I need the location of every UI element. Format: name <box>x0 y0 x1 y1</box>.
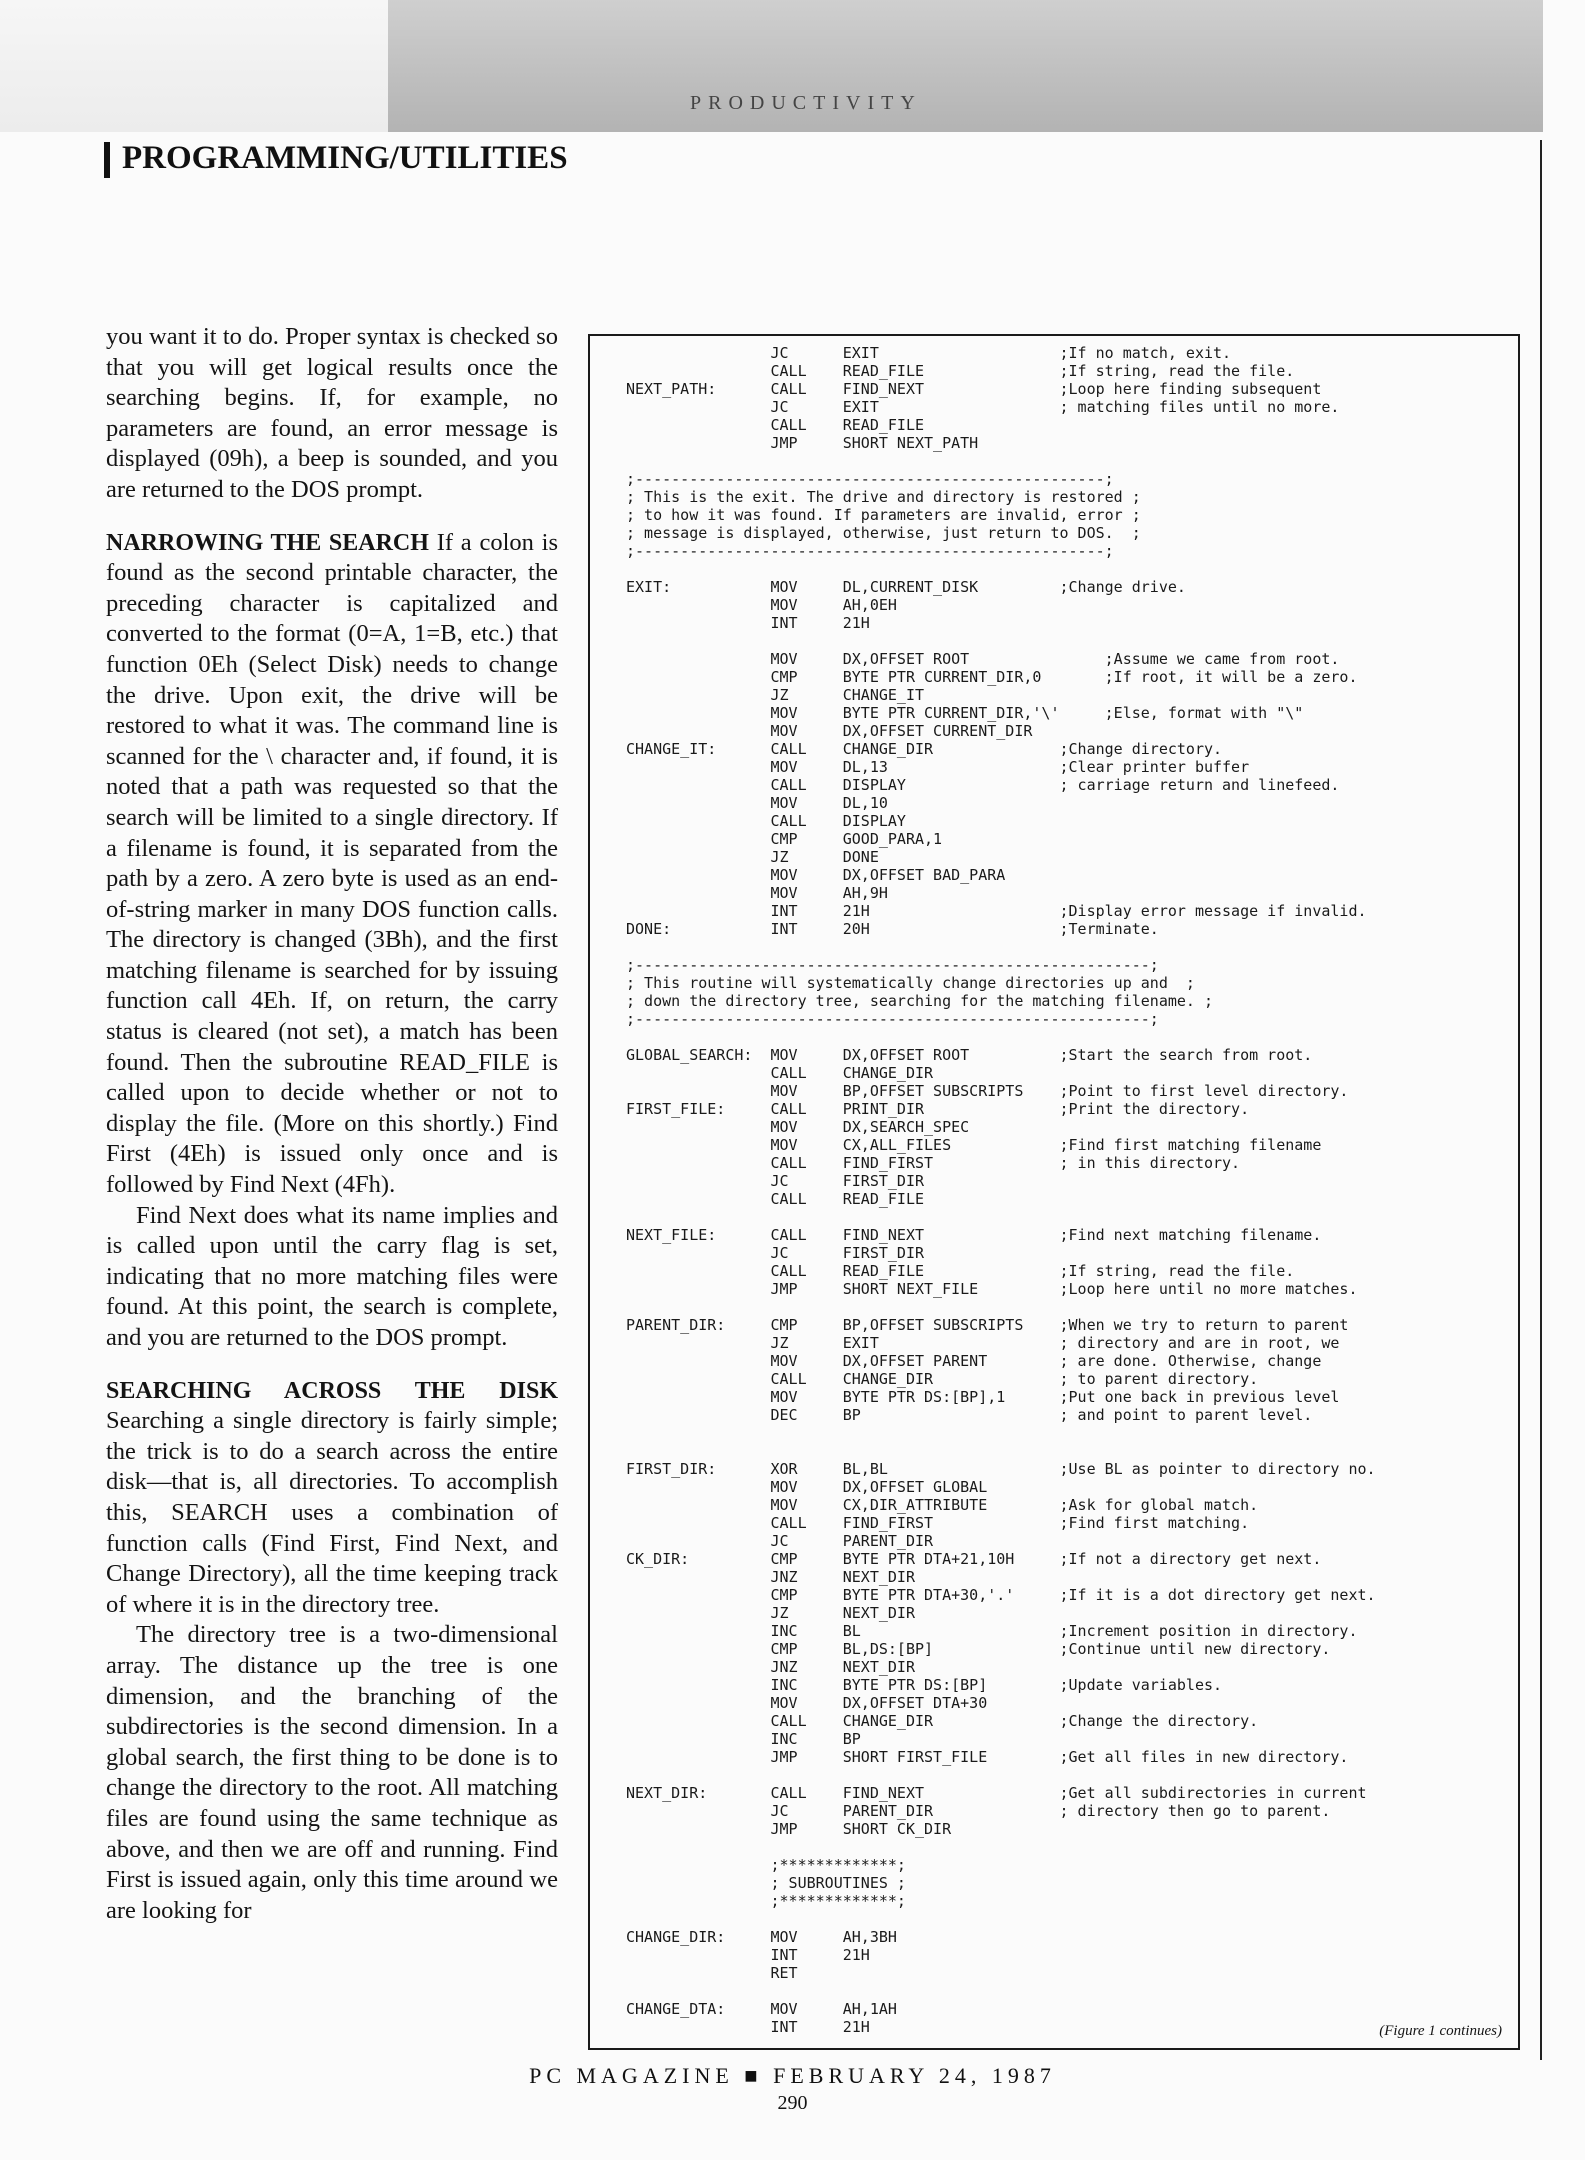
code-line: CHANGE_DIR: MOV AH,3BH <box>626 1928 897 1946</box>
code-line: ;---------------------------------------------------------; <box>626 1010 1159 1028</box>
code-line: CHANGE_DTA: MOV AH,1AH <box>626 2000 897 2018</box>
code-line: ; SUBROUTINES ; <box>626 1874 906 1892</box>
code-line: NEXT_PATH: CALL FIND_NEXT ;Loop here finding subsequent <box>626 380 1322 398</box>
code-line: PARENT_DIR: CMP BP,OFFSET SUBSCRIPTS ;When we try to return to parent <box>626 1316 1349 1334</box>
code-line: MOV BYTE PTR CURRENT_DIR,'\' ;Else, format with "\" <box>626 704 1304 722</box>
header-left-area <box>0 0 388 132</box>
code-line: JNZ NEXT_DIR <box>626 1658 915 1676</box>
section-label: PRODUCTIVITY <box>690 92 922 114</box>
code-line <box>626 560 1508 578</box>
code-line: JZ EXIT ; directory and are in root, we <box>626 1334 1340 1352</box>
code-line: INC BP <box>626 1730 861 1748</box>
code-line: INT 21H ;Display error message if invalid. <box>626 902 1367 920</box>
figure-caption: (Figure 1 continues) <box>1379 2023 1502 2039</box>
code-line: MOV DL,10 <box>626 794 888 812</box>
code-line: ;*************; <box>626 1856 906 1874</box>
code-line: ;---------------------------------------------------------; <box>626 956 1159 974</box>
code-line: JZ DONE <box>626 848 879 866</box>
code-line: CALL READ_FILE ;If string, read the file. <box>626 362 1295 380</box>
code-line: CMP GOOD_PARA,1 <box>626 830 943 848</box>
department-bullet-icon <box>104 142 110 178</box>
code-line: NEXT_DIR: CALL FIND_NEXT ;Get all subdirectories in current <box>626 1784 1367 1802</box>
code-line: JMP SHORT FIRST_FILE ;Get all files in new directory. <box>626 1748 1349 1766</box>
subhead: SEARCHING ACROSS THE DISK <box>106 1377 558 1404</box>
subhead: NARROWING THE SEARCH <box>106 529 429 556</box>
code-line <box>626 1982 1508 2000</box>
code-line: MOV BP,OFFSET SUBSCRIPTS ;Point to first level directory. <box>626 1082 1349 1100</box>
body-paragraph <box>106 1376 558 1621</box>
article-text <box>106 322 558 1926</box>
code-line: MOV CX,DIR_ATTRIBUTE ;Ask for global match. <box>626 1496 1259 1514</box>
code-line: CALL DISPLAY <box>626 812 906 830</box>
body-paragraph: The directory tree is a two-dimensional array. The distance up the tree is one dimension, and the branching of the subdirectories is the second dimension. In a global search, the first thing to be done is to change the directory to the root. All matching files are found using the same technique as above, and then we are off and running. Find First is issued again, only this time around we are looking for <box>106 1621 558 1924</box>
code-line: MOV DX,OFFSET ROOT ;Assume we came from root. <box>626 650 1340 668</box>
column-rule <box>1540 140 1542 2060</box>
code-line: ; This is the exit. The drive and directory is restored ; <box>626 488 1141 506</box>
code-listing <box>590 336 1518 2036</box>
code-line: CALL FIND_FIRST ;Find first matching. <box>626 1514 1250 1532</box>
code-line: MOV DX,OFFSET DTA+30 <box>626 1694 988 1712</box>
code-line: JZ CHANGE_IT <box>626 686 925 704</box>
code-line: ;*************; <box>626 1892 906 1910</box>
code-line: MOV AH,9H <box>626 884 888 902</box>
code-line: INT 21H <box>626 2018 870 2036</box>
code-listing-box <box>588 334 1520 2050</box>
code-line: INC BYTE PTR DS:[BP] ;Update variables. <box>626 1676 1223 1694</box>
code-line: RET <box>626 1964 798 1982</box>
code-line: CALL CHANGE_DIR ; to parent directory. <box>626 1370 1259 1388</box>
code-line: CALL READ_FILE <box>626 1190 925 1208</box>
code-line: CALL DISPLAY ; carriage return and linefeed. <box>626 776 1340 794</box>
code-line: JC FIRST_DIR <box>626 1172 925 1190</box>
code-line: MOV DX,SEARCH_SPEC <box>626 1118 970 1136</box>
code-line: NEXT_FILE: CALL FIND_NEXT ;Find next matching filename. <box>626 1226 1322 1244</box>
code-line: CALL READ_FILE ;If string, read the file. <box>626 1262 1295 1280</box>
code-line <box>626 1028 1508 1046</box>
body-paragraph <box>106 528 558 1201</box>
code-line <box>626 632 1508 650</box>
code-line <box>626 1910 1508 1928</box>
code-line: CALL CHANGE_DIR ;Change the directory. <box>626 1712 1259 1730</box>
code-line: FIRST_FILE: CALL PRINT_DIR ;Print the directory. <box>626 1100 1250 1118</box>
code-line <box>626 1424 1508 1442</box>
code-line: CALL READ_FILE <box>626 416 925 434</box>
code-line: EXIT: MOV DL,CURRENT_DISK ;Change drive. <box>626 578 1186 596</box>
code-line: ; message is displayed, otherwise, just return to DOS. ; <box>626 524 1141 542</box>
code-line <box>626 1838 1508 1856</box>
code-line: MOV DX,OFFSET BAD_PARA <box>626 866 1006 884</box>
code-line: JZ NEXT_DIR <box>626 1604 915 1622</box>
code-line: INT 21H <box>626 614 870 632</box>
code-line: JC EXIT ; matching files until no more. <box>626 398 1340 416</box>
code-line: ;----------------------------------------------------; <box>626 542 1114 560</box>
code-line: CALL FIND_FIRST ; in this directory. <box>626 1154 1241 1172</box>
code-line: DONE: INT 20H ;Terminate. <box>626 920 1159 938</box>
code-line: MOV DL,13 ;Clear printer buffer <box>626 758 1250 776</box>
page-number: 290 <box>777 2092 808 2114</box>
body-paragraph: Find Next does what its name implies and is called upon until the carry flag is set, indicating that no more matching files were found. At this point, the search is complete, and you are returned to the DOS prompt. <box>106 1201 558 1351</box>
code-line: JC EXIT ;If no match, exit. <box>626 344 1232 362</box>
code-line: ; This routine will systematically change directories up and ; <box>626 974 1195 992</box>
code-line: ; down the directory tree, searching for the matching filename. ; <box>626 992 1213 1010</box>
code-line: FIRST_DIR: XOR BL,BL ;Use BL as pointer to directory no. <box>626 1460 1376 1478</box>
code-line: CMP BL,DS:[BP] ;Continue until new directory. <box>626 1640 1331 1658</box>
code-line: DEC BP ; and point to parent level. <box>626 1406 1313 1424</box>
paragraph-text: Searching a single directory is fairly simple; the trick is to do a search across the entire disk—that is, all directories. To accomplish this, SEARCH uses a combination of function calls (Find First, Find Next, and Change Directory), all the time keeping track of where it is in the directory tree. <box>106 1407 558 1618</box>
code-line: INC BL ;Increment position in directory. <box>626 1622 1358 1640</box>
page-footer: PC MAGAZINE ■ FEBRUARY 24, 1987 <box>529 2063 1056 2088</box>
department-title: PROGRAMMING/UTILITIES <box>122 140 568 176</box>
header-banner <box>388 0 1543 132</box>
code-line: ;----------------------------------------------------; <box>626 470 1114 488</box>
code-line: JNZ NEXT_DIR <box>626 1568 915 1586</box>
code-line: INT 21H <box>626 1946 870 1964</box>
code-line: MOV BYTE PTR DS:[BP],1 ;Put one back in previous level <box>626 1388 1340 1406</box>
code-line: JC PARENT_DIR ; directory then go to parent. <box>626 1802 1331 1820</box>
code-line: JC FIRST_DIR <box>626 1244 925 1262</box>
code-line: MOV DX,OFFSET CURRENT_DIR <box>626 722 1033 740</box>
code-line <box>626 452 1508 470</box>
code-line: JC PARENT_DIR <box>626 1532 934 1550</box>
code-line <box>626 1442 1508 1460</box>
code-line: MOV DX,OFFSET PARENT ; are done. Otherwise, change <box>626 1352 1322 1370</box>
code-line <box>626 1208 1508 1226</box>
code-line: CHANGE_IT: CALL CHANGE_DIR ;Change directory. <box>626 740 1223 758</box>
code-line <box>626 938 1508 956</box>
code-line: CALL CHANGE_DIR <box>626 1064 934 1082</box>
code-line <box>626 1298 1508 1316</box>
code-line: MOV DX,OFFSET GLOBAL <box>626 1478 988 1496</box>
code-line: JMP SHORT CK_DIR <box>626 1820 952 1838</box>
paragraph-text: If a colon is found as the second printable character, the preceding character is capitalized and converted to the format (0=A, 1=B, etc.) that function 0Eh (Select Disk) needs to change the drive. Upon exit, the drive will be restored to what it was. The command line is scanned for the \ character and, if found, it is noted that a path was requested so that the search will be limited to a single directory. If a filename is found, it is separated from the path by a zero. A zero byte is used as an end-of-string marker in many DOS function calls. The directory is changed (3Bh), and the first matching filename is searched for by issuing function call 4Eh. If, on return, the carry status is cleared (not set), a match has been found. Then the subroutine READ_FILE is called upon to decide whether or not to display the file. (More on this shortly.) Find First (4Eh) is issued only once and is followed by Find Next (4Fh). <box>106 528 559 1199</box>
code-line: CMP BYTE PTR CURRENT_DIR,0 ;If root, it will be a zero. <box>626 668 1358 686</box>
code-line: CK_DIR: CMP BYTE PTR DTA+21,10H ;If not a directory get next. <box>626 1550 1322 1568</box>
code-line: MOV CX,ALL_FILES ;Find first matching filename <box>626 1136 1322 1154</box>
code-line <box>626 1766 1508 1784</box>
code-line: CMP BYTE PTR DTA+30,'.' ;If it is a dot directory get next. <box>626 1586 1376 1604</box>
code-line: JMP SHORT NEXT_PATH <box>626 434 979 452</box>
code-line: MOV AH,0EH <box>626 596 897 614</box>
code-line: ; to how it was found. If parameters are invalid, error ; <box>626 506 1141 524</box>
code-line: GLOBAL_SEARCH: MOV DX,OFFSET ROOT ;Start the search from root. <box>626 1046 1313 1064</box>
code-line: JMP SHORT NEXT_FILE ;Loop here until no more matches. <box>626 1280 1358 1298</box>
body-paragraph: you want it to do. Proper syntax is checked so that you will get logical results once the searching begins. If, for example, no parameters are found, an error message is displayed (09h), a beep is sounded, and you are returned to the DOS prompt. <box>106 323 558 503</box>
